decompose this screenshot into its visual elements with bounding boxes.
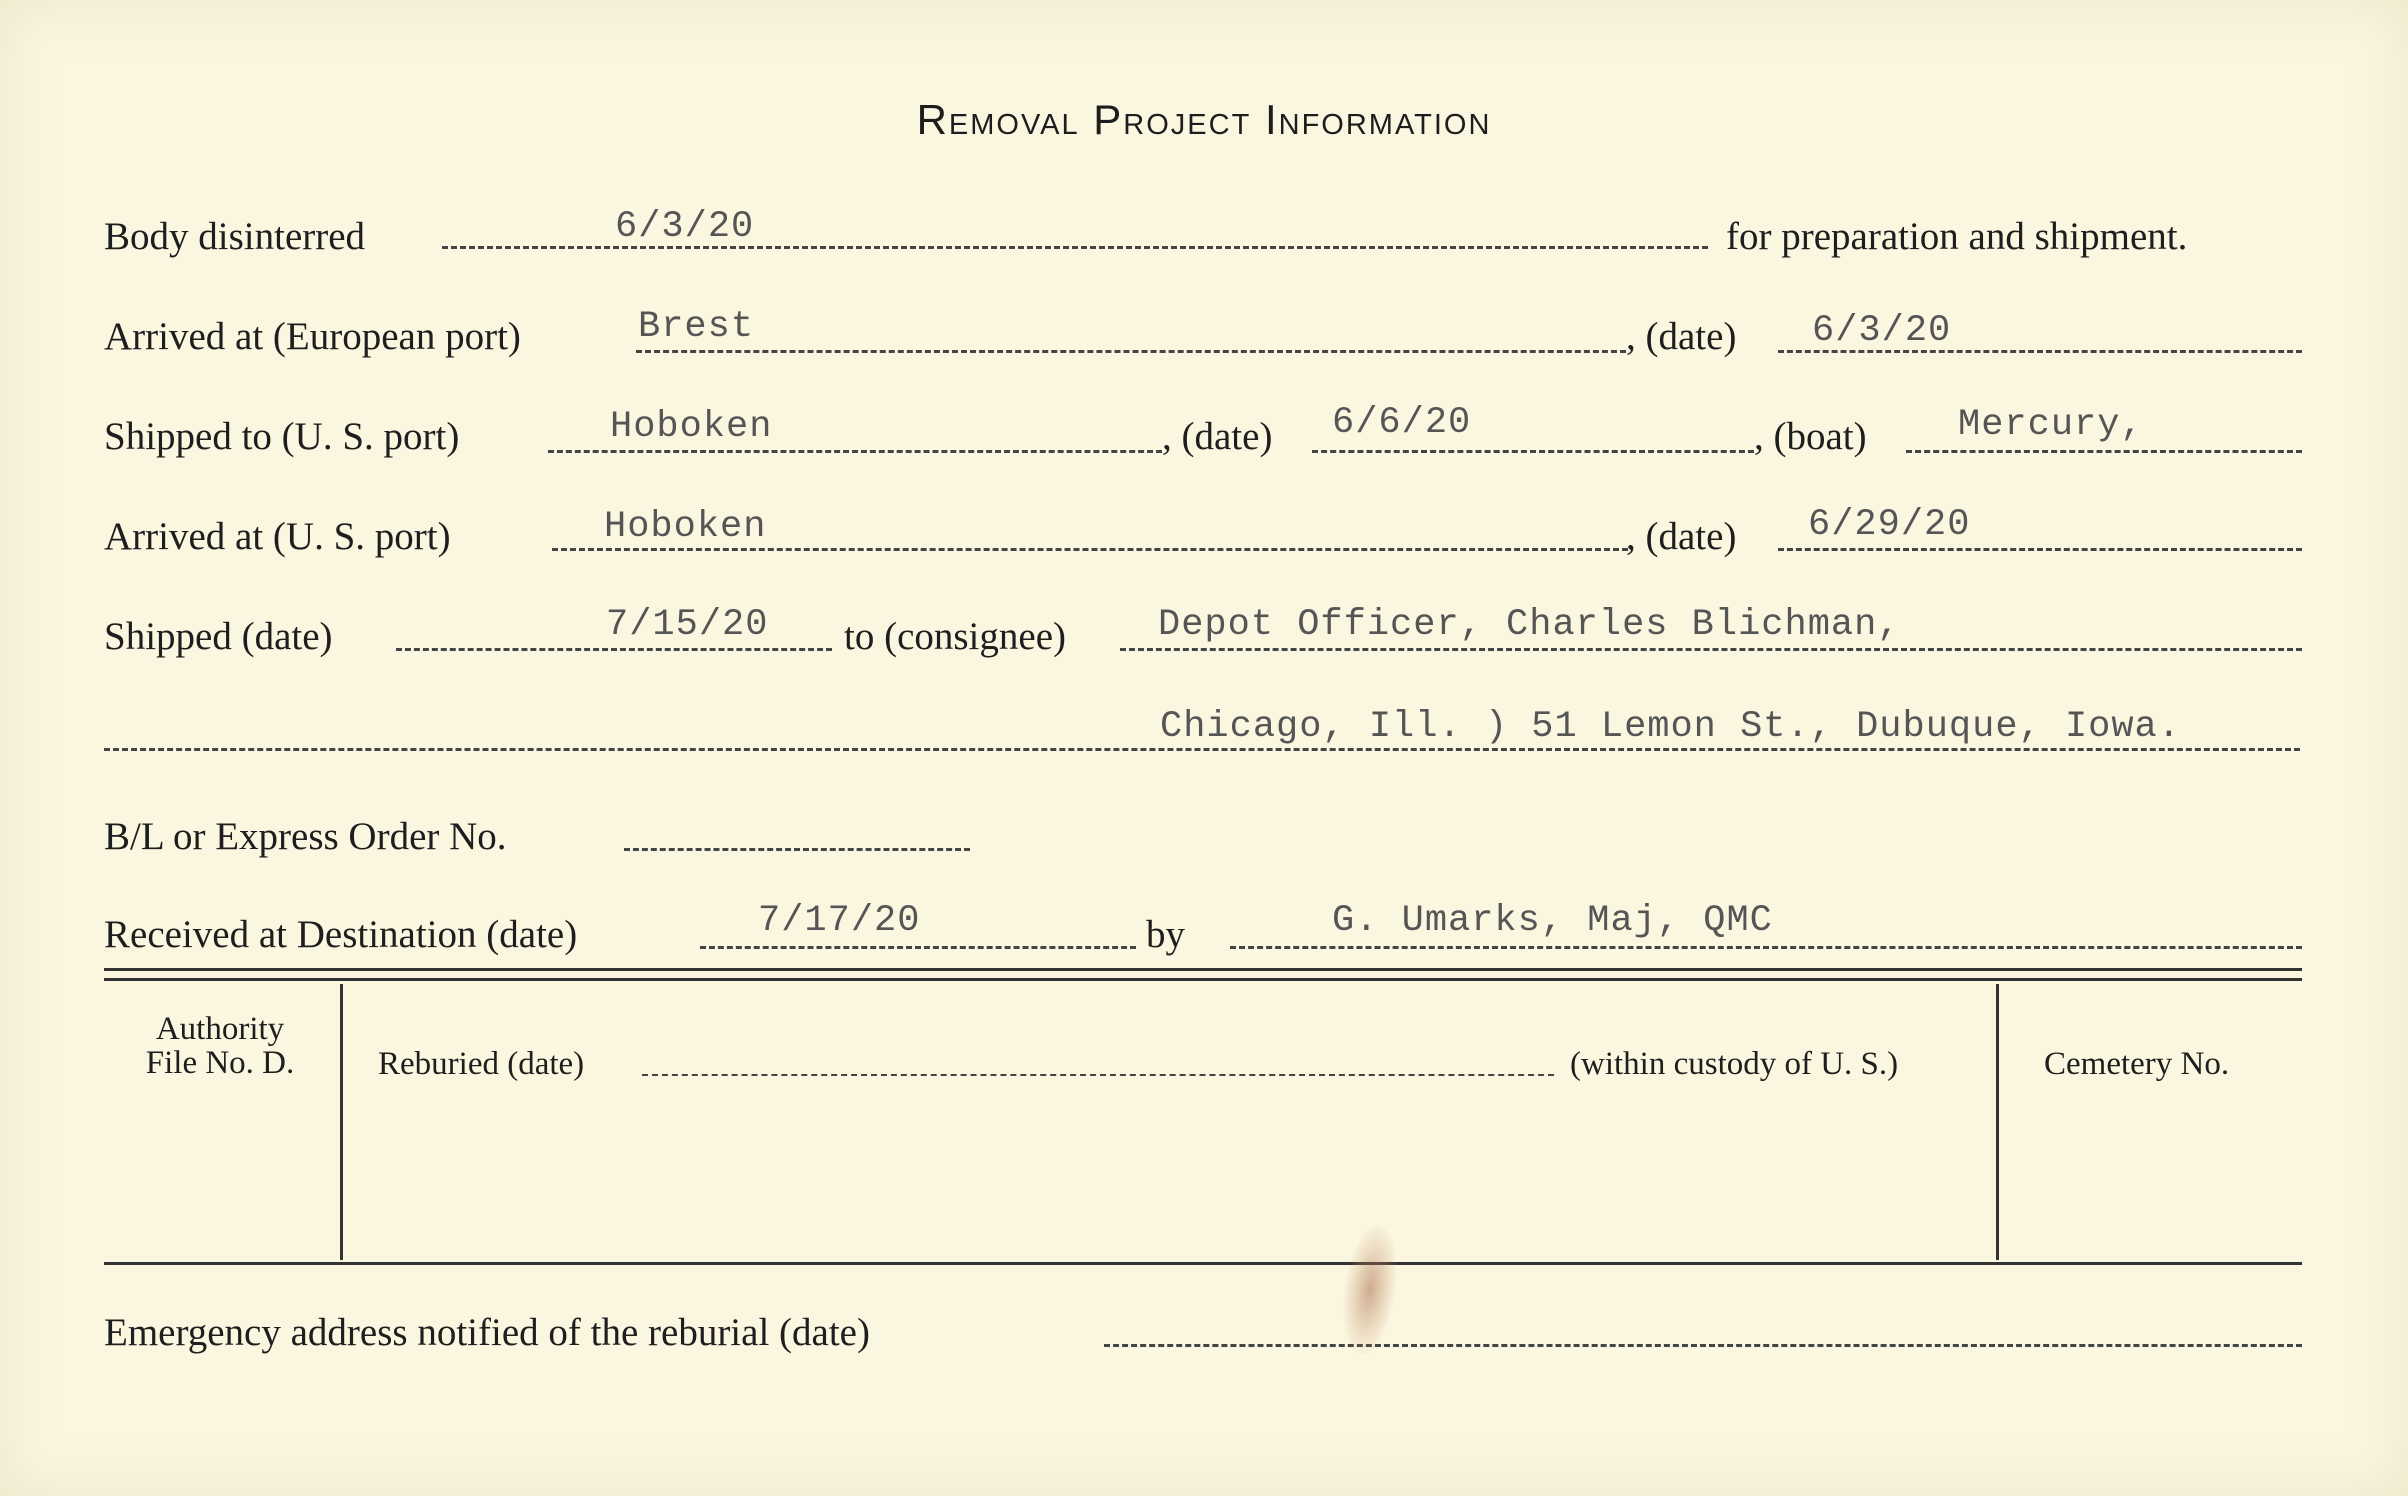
label-preparation-shipment: for preparation and shipment. (1726, 215, 2188, 258)
label-reburied-date: Reburied (date) (378, 1046, 585, 1082)
line-consignee-2 (104, 748, 2300, 751)
line-bl-express-order (624, 848, 970, 851)
card-title: Removal Project Information (916, 96, 1492, 143)
label-arrived-us-date: , (date) (1626, 515, 1737, 558)
table-divider-left (340, 984, 343, 1260)
line-received-date (700, 946, 1136, 949)
value-shipped-us-port: Hoboken (610, 406, 773, 448)
label-received-destination: Received at Destination (date) (104, 913, 578, 956)
label-boat: , (boat) (1754, 415, 1867, 458)
label-bl-express-order: B/L or Express Order No. (104, 815, 507, 858)
line-received-by (1230, 946, 2302, 949)
value-shipped-final-date: 7/15/20 (606, 604, 769, 646)
label-body-disinterred: Body disinterred (104, 215, 366, 258)
value-body-disinterred: 6/3/20 (615, 206, 755, 248)
line-consignee (1120, 648, 2302, 651)
label-emergency-address: Emergency address notified of the reburial (date) (104, 1311, 870, 1354)
label-cemetery-no: Cemetery No. (2044, 1046, 2230, 1082)
value-arrived-us-port: Hoboken (604, 506, 767, 548)
line-boat (1906, 450, 2302, 453)
label-arrived-us-port: Arrived at (U. S. port) (104, 515, 451, 558)
line-european-port (636, 350, 1626, 353)
value-received-date: 7/17/20 (758, 900, 921, 942)
line-emergency-date (1104, 1344, 2302, 1347)
rule-top-1 (104, 968, 2302, 971)
label-arrived-european-port: Arrived at (European port) (104, 315, 521, 358)
stain-mark (1336, 1222, 1404, 1358)
line-shipped-date (1312, 450, 1754, 453)
value-consignee-line-1: Depot Officer, Charles Blichman, (1158, 604, 1901, 646)
table-divider-right (1996, 984, 1999, 1260)
line-shipped-final-date (396, 648, 832, 651)
label-received-by: by (1146, 913, 1185, 956)
value-shipped-date: 6/6/20 (1332, 402, 1472, 444)
line-shipped-us-port (548, 450, 1162, 453)
value-arrived-us-date: 6/29/20 (1808, 504, 1971, 546)
label-file-no: File No. D. (145, 1045, 295, 1081)
value-consignee-line-2: Chicago, Ill. ) 51 Lemon St., Dubuque, Iowa. (1160, 706, 2181, 748)
line-reburied-date (642, 1074, 1554, 1076)
value-received-by: G. Umarks, Maj, QMC (1332, 900, 1773, 942)
label-authority: Authority (155, 1011, 285, 1047)
line-arrived-us-date (1778, 548, 2302, 551)
label-european-date: , (date) (1626, 315, 1737, 358)
label-authority-file (110, 1012, 330, 1080)
rule-top-2 (104, 978, 2302, 981)
rule-table-bottom (104, 1262, 2302, 1265)
line-arrived-us-port (552, 548, 1628, 551)
value-european-port: Brest (638, 306, 755, 348)
value-boat: Mercury, (1958, 404, 2144, 446)
value-european-date: 6/3/20 (1812, 310, 1952, 352)
label-shipped-date-final: Shipped (date) (104, 615, 333, 658)
label-shipped-date: , (date) (1162, 415, 1273, 458)
label-within-custody: (within custody of U. S.) (1570, 1046, 1899, 1082)
label-consignee: to (consignee) (844, 615, 1067, 658)
label-shipped-us-port: Shipped to (U. S. port) (104, 415, 460, 458)
